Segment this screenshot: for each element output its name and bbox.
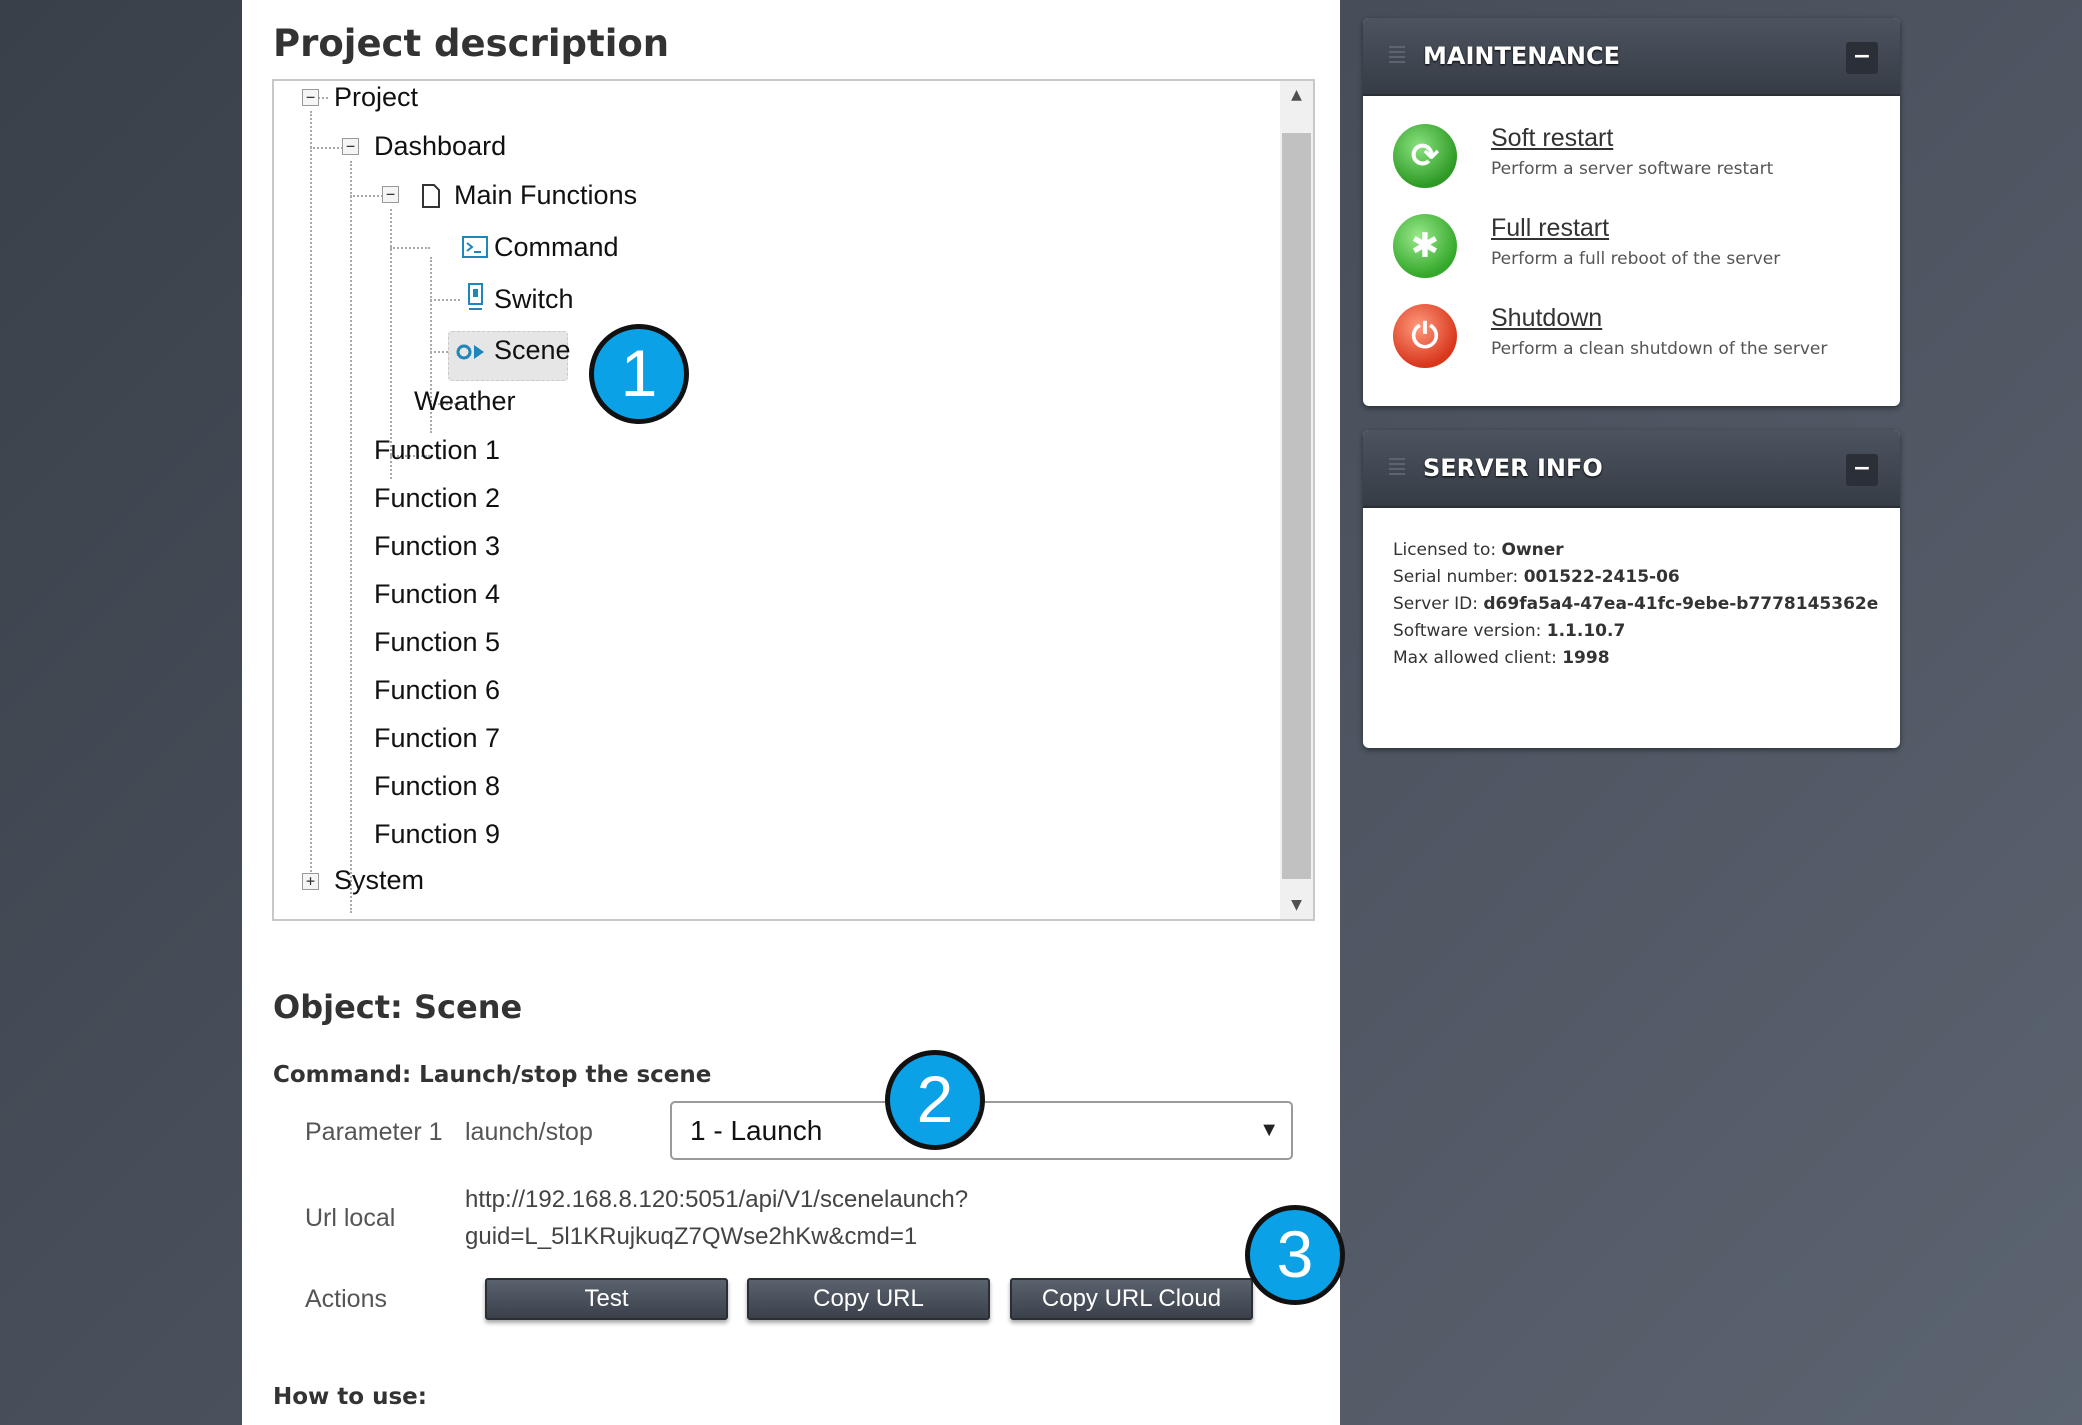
licensed-to-line: Licensed to: Owner <box>1393 540 1564 560</box>
parameter-select-value: 1 - Launch <box>690 1115 823 1146</box>
callout-badge-2: 2 <box>885 1050 985 1150</box>
url-local-line1: http://192.168.8.120:5051/api/V1/scenelaunch? <box>465 1186 969 1213</box>
tree-guide <box>430 299 460 301</box>
tree-item-project[interactable]: Project <box>334 82 419 112</box>
tree-guide <box>310 111 312 883</box>
tree-item-function[interactable]: Function 7 <box>374 723 501 753</box>
url-local-line2: guid=L_5l1KRujkuqZ7QWse2hKw&cmd=1 <box>465 1223 918 1250</box>
collapse-toggle-main-functions[interactable]: − <box>382 186 399 203</box>
soft-restart-icon[interactable]: ⟳ <box>1393 124 1457 188</box>
minimize-button[interactable]: − <box>1846 42 1878 74</box>
software-version-line: Software version: 1.1.10.7 <box>1393 621 1626 641</box>
tree-scrollbar[interactable] <box>1280 81 1313 919</box>
tree-item-function[interactable]: Function 5 <box>374 627 501 657</box>
tree-item-scene[interactable]: Scene <box>494 335 571 365</box>
shutdown-link[interactable]: Shutdown <box>1491 304 1603 332</box>
tree-item-command[interactable]: Command <box>494 232 619 262</box>
how-to-use-heading: How to use: <box>273 1384 427 1410</box>
server-info-panel <box>1363 430 1900 748</box>
callout-badge-3: 3 <box>1245 1205 1345 1305</box>
serial-number-line: Serial number: 001522-2415-06 <box>1393 567 1680 587</box>
callout-badge-1: 1 <box>589 324 689 424</box>
page-icon <box>422 184 440 208</box>
collapse-toggle-project[interactable]: − <box>302 89 319 106</box>
tree-guide <box>350 452 370 836</box>
drag-handle-icon[interactable] <box>1389 458 1405 478</box>
tree-item-weather[interactable]: Weather <box>414 386 516 416</box>
full-restart-icon[interactable]: ✱ <box>1393 214 1457 278</box>
minimize-button[interactable]: − <box>1846 454 1878 486</box>
tree-item-function[interactable]: Function 1 <box>374 435 501 465</box>
server-id-line: Server ID: d69fa5a4-47ea-41fc-9ebe-b7778145362e <box>1393 594 1879 614</box>
test-button[interactable]: Test <box>485 1278 728 1320</box>
tree-item-function[interactable]: Function 9 <box>374 819 501 849</box>
page-title: Project description <box>273 22 670 65</box>
tree-item-main-functions[interactable]: Main Functions <box>454 180 638 210</box>
object-title: Object: Scene <box>273 988 523 1026</box>
full-restart-desc: Perform a full reboot of the server <box>1491 249 1781 269</box>
shutdown-icon[interactable]: ⏻ <box>1393 304 1457 368</box>
tree-item-function[interactable]: Function 3 <box>374 531 501 561</box>
tree-item-switch[interactable]: Switch <box>494 284 574 314</box>
dropdown-caret-icon: ▼ <box>1259 1119 1279 1141</box>
parameter-name: launch/stop <box>465 1118 593 1146</box>
expand-toggle-system[interactable]: + <box>302 873 319 890</box>
shutdown-desc: Perform a clean shutdown of the server <box>1491 339 1828 359</box>
collapse-toggle-dashboard[interactable]: − <box>342 138 359 155</box>
maintenance-panel <box>1363 18 1900 406</box>
scrollbar-thumb[interactable] <box>1282 133 1311 879</box>
drag-handle-icon[interactable] <box>1389 46 1405 66</box>
command-title: Command: Launch/stop the scene <box>273 1062 712 1088</box>
soft-restart-desc: Perform a server software restart <box>1491 159 1774 179</box>
terminal-icon <box>462 236 488 258</box>
scene-icon <box>456 342 488 362</box>
tree-item-dashboard[interactable]: Dashboard <box>374 131 507 161</box>
soft-restart-link[interactable]: Soft restart <box>1491 124 1614 152</box>
tree-item-system[interactable]: System <box>334 865 425 895</box>
parameter-label: Parameter 1 <box>305 1118 443 1146</box>
maintenance-header <box>1363 18 1900 96</box>
max-clients-line: Max allowed client: 1998 <box>1393 648 1610 668</box>
tree-item-function[interactable]: Function 6 <box>374 675 501 705</box>
copy-url-cloud-button[interactable]: Copy URL Cloud <box>1010 1278 1253 1320</box>
url-local-label: Url local <box>305 1204 396 1232</box>
switch-icon <box>466 283 484 311</box>
server-info-title: SERVER INFO <box>1423 454 1603 482</box>
scroll-down-arrow-icon[interactable]: ▼ <box>1291 897 1302 913</box>
tree-item-function[interactable]: Function 8 <box>374 771 501 801</box>
tree-item-function[interactable]: Function 2 <box>374 483 501 513</box>
tree-guide <box>390 247 430 249</box>
actions-label: Actions <box>305 1285 387 1313</box>
scroll-up-arrow-icon[interactable]: ▲ <box>1291 87 1302 103</box>
full-restart-link[interactable]: Full restart <box>1491 214 1610 242</box>
tree-item-function[interactable]: Function 4 <box>374 579 501 609</box>
maintenance-title: MAINTENANCE <box>1423 42 1620 70</box>
copy-url-button[interactable]: Copy URL <box>747 1278 990 1320</box>
server-info-header <box>1363 430 1900 508</box>
